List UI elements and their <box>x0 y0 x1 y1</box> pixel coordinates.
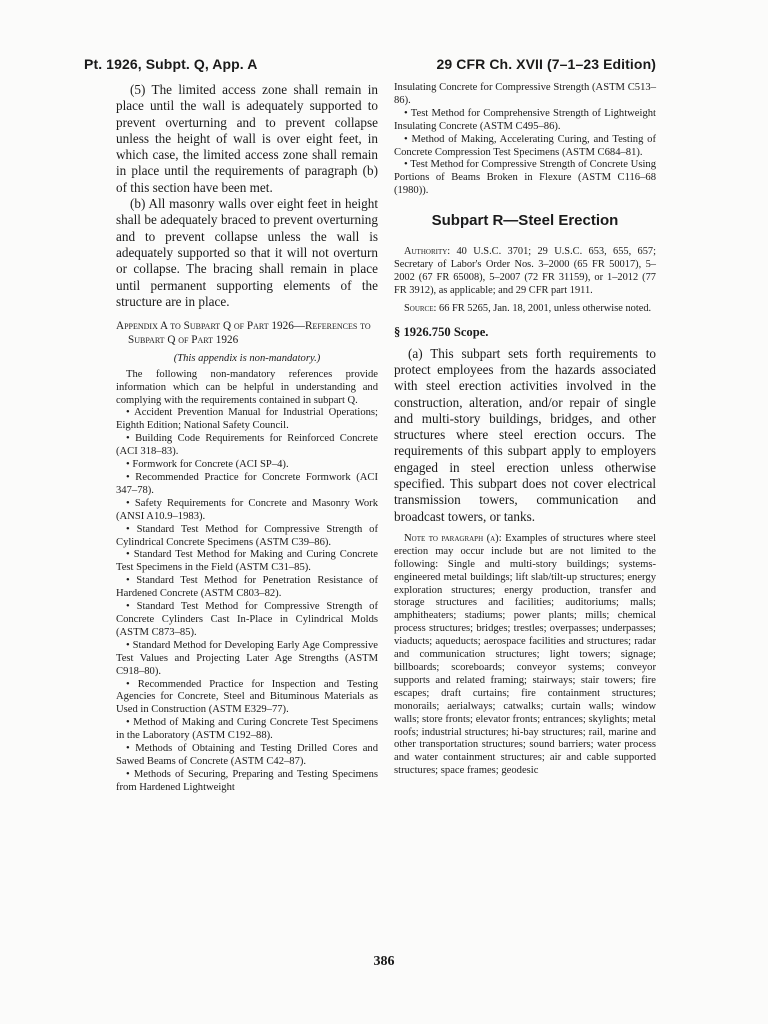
reference-item: • Methods of Securing, Preparing and Testing Specimens from Hardened Lightweight <box>116 768 378 793</box>
reference-item: • Method of Making, Accelerating Curing, and Testing of Concrete Compression Test Specimens (ASTM C684–81). <box>394 133 656 158</box>
paragraph-a: (a) This subpart sets forth requirements to protect employees from the hazards associated with steel erection activities involved in the construction, alteration, and/or repair of single and multi-story buildings, bridges, and other structures where steel erection occurs. The requirements of this subpart apply to employers engaged in steel erection unless otherwise specified. This subpart does not cover electrical transmission towers, communication and broadcast towers, or tanks. <box>394 345 656 524</box>
reference-item: • Standard Method for Developing Early Age Compressive Test Values and Projecting Later Age Strengths (ASTM C918–80). <box>116 639 378 677</box>
reference-item: • Test Method for Comprehensive Strength of Lightweight Insulating Concrete (ASTM C495–86). <box>394 107 656 132</box>
reference-continued: Insulating Concrete for Compressive Strength (ASTM C513–86). <box>394 82 656 106</box>
reference-list <box>116 407 378 794</box>
reference-item: • Standard Test Method for Compressive Strength of Concrete Cylinders Cast In-Place in Cylindrical Molds (ASTM C873–85). <box>116 601 378 638</box>
right-column <box>394 82 656 778</box>
reference-item: • Safety Requirements for Concrete and Masonry Work (ANSI A10.9–1983). <box>116 497 378 522</box>
left-column <box>116 82 378 795</box>
reference-item: • Recommended Practice for Inspection and Testing Agencies for Concrete, Steel and Bituminous Materials as Used in Construction (ASTM E329–77). <box>116 678 378 716</box>
reference-item: • Accident Prevention Manual for Industrial Operations; Eighth Edition; National Safety Council. <box>116 407 378 432</box>
paragraph-5: (5) The limited access zone shall remain in place until the wall is adequately supported to prevent overturning and to prevent collapse unless the height of wall is over eight feet, in which case, the limited access zone shall remain in place until the requirements of paragraph (b) of this section have been met. <box>116 82 378 195</box>
appendix-note: (This appendix is non-mandatory.) <box>173 352 321 364</box>
authority-text: 40 U.S.C. 3701; 29 U.S.C. 653, 655, 657; Secretary of Labor's Order Nos. 3–2000 (65 FR 50017), 5–2002 (67 FR 65008), 5–2007 (72 FR 31159), or 1–2012 (77 FR 3912), as applicable; and 29 CFR part 1911. <box>394 246 656 296</box>
note-label: Note to paragraph (a): <box>404 532 502 544</box>
reference-item: • Standard Test Method for Penetration Resistance of Hardened Concrete (ASTM C803–82). <box>116 575 378 600</box>
authority-label: Authority: <box>404 246 451 258</box>
reference-item: • Recommended Practice for Concrete Formwork (ACI 347–78). <box>116 472 378 496</box>
source-note <box>394 303 656 316</box>
reference-item: • Standard Test Method for Compressive Strength of Cylindrical Concrete Specimens (ASTM C39–86). <box>116 523 378 548</box>
source-label: Source: <box>404 302 437 314</box>
note-to-paragraph <box>394 533 656 778</box>
reference-item: • Method of Making and Curing Concrete Test Specimens in the Laboratory (ASTM C192–88). <box>116 717 378 742</box>
note-text: Examples of structures where steel erection may occur include but are not limited to the following: Single and multi-story buildings; systems-engineered metal buildings; lift slab/tilt-up structures; energy exploration structures; energy production, transfer and storage structures and facilities; auditoriums; malls; amphitheaters; stadiums; power plants; mills; chemical process structures; bridges; trestles; overpasses; underpasses; viaducts; aqueducts; aerospace facilities and structures; radar and communication structures; light towers; signage; billboards; scoreboards; conveyor systems; conveyor supports and related framing; stairways; stair towers; fire escapes; draft curtains; fire containment structures; monorails; aerialways; catwalks; curtain walls; window walls; store fronts; elevator fronts; entrances; skylights; metal roofs; industrial structures; hi-bay structures; rail, marine and other transportation structures; sound barriers; water process and water containment structures; air and cable supported structures; space frames; geodesic <box>394 532 657 777</box>
authority-note <box>394 246 656 298</box>
paragraph-b: (b) All masonry walls over eight feet in height shall be adequately braced to prevent overturning and to prevent collapse unless the wall is adequately supported so that it will not overturn or collapse. The bracing shall remain in place until permanent supporting elements of the structure are in place. <box>116 196 378 309</box>
page-number: 386 <box>373 954 395 969</box>
reference-item: • Methods of Obtaining and Testing Drilled Cores and Sawed Beams of Concrete (ASTM C42–87). <box>116 743 378 767</box>
appendix-intro: The following non-mandatory references provide information which can be helpful in understanding and complying with the requirements contained in subpart Q. <box>116 368 378 406</box>
section-heading: § 1926.750 Scope. <box>394 324 489 339</box>
reference-item: • Standard Test Method for Making and Curing Concrete Test Specimens in the Field (ASTM C31–85). <box>116 549 378 574</box>
reference-item: • Test Method for Compressive Strength of Concrete Using Portions of Beams Broken in Flexure (ASTM C116–68 (1980)). <box>394 159 656 197</box>
reference-item: • Building Code Requirements for Reinforced Concrete (ACI 318–83). <box>116 433 378 458</box>
subpart-heading: Subpart R—Steel Erection <box>431 212 619 230</box>
running-header-right: 29 CFR Ch. XVII (7–1–23 Edition) <box>436 56 656 72</box>
running-header-left: Pt. 1926, Subpt. Q, App. A <box>84 56 258 72</box>
source-text: 66 FR 5265, Jan. 18, 2001, unless otherwise noted. <box>439 302 652 314</box>
appendix-title: Appendix A to Subpart Q of Part 1926—References to Subpart Q of Part 1926 <box>116 320 371 346</box>
reference-item: • Formwork for Concrete (ACI SP–4). <box>126 459 289 471</box>
